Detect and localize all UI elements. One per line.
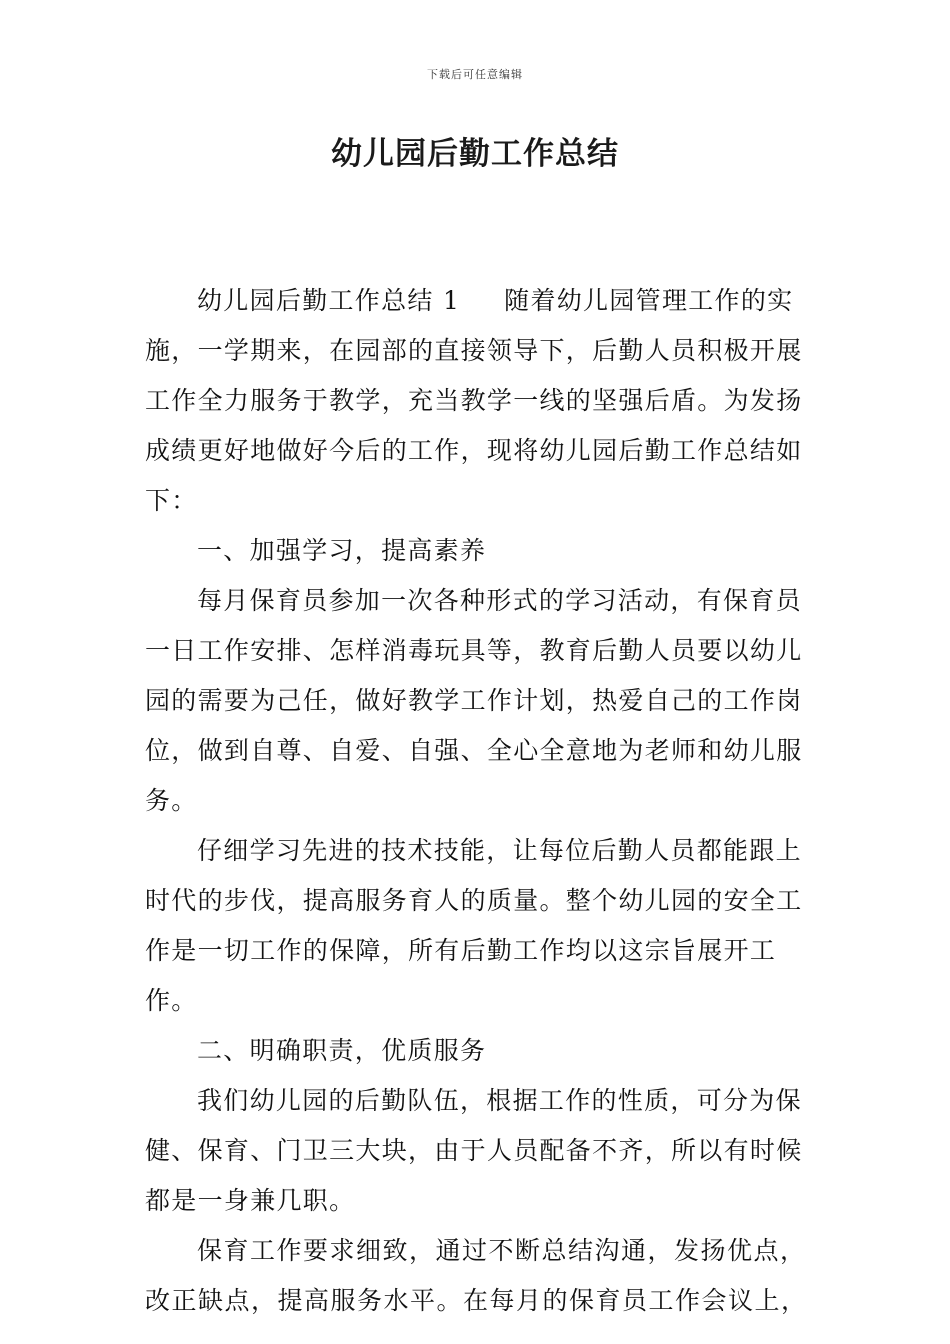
paragraph: 每月保育员参加一次各种形式的学习活动，有保育员一日工作安排、怎样消毒玩具等，教育后勤人员要以幼儿园的需要为己任，做好教学工作计划，热爱自己的工作岗位，做到自尊、自爱、自强、全心全意地为老师和幼儿服务。 — [145, 586, 803, 815]
section-heading: 二、明确职责，优质服务 — [197, 1036, 487, 1065]
intro-paragraph — [145, 276, 812, 526]
header-note: 下载后可任意编辑 — [427, 68, 523, 81]
paragraph: 仔细学习先进的技术技能，让每位后勤人员都能跟上时代的步伐，提高服务育人的质量。整个幼儿园的安全工作是一切工作的保障，所有后勤工作均以这宗旨展开工作。 — [145, 836, 803, 1015]
paragraph: 我们幼儿园的后勤队伍，根据工作的性质，可分为保健、保育、门卫三大块，由于人员配备不齐，所以有时候都是一身兼几职。 — [145, 1086, 803, 1215]
document-body — [145, 276, 812, 1326]
intro-lead: 幼儿园后勤工作总结 1 — [197, 286, 461, 315]
document-title: 幼儿园后勤工作总结 — [331, 136, 619, 172]
intro-text: 随着幼儿园管理工作的实施，一学期来，在园部的直接领导下，后勤人员积极开展工作全力服务于教学，充当教学一线的坚强后盾。为发扬成绩更好地做好今后的工作，现将幼儿园后勤工作总结如下： — [145, 286, 803, 515]
paragraph: 保育工作要求细致，通过不断总结沟通，发扬优点，改正缺点，提高服务水平。在每月的保育员工作会议上， — [145, 1236, 808, 1315]
section-heading: 一、加强学习，提高素养 — [197, 536, 487, 565]
